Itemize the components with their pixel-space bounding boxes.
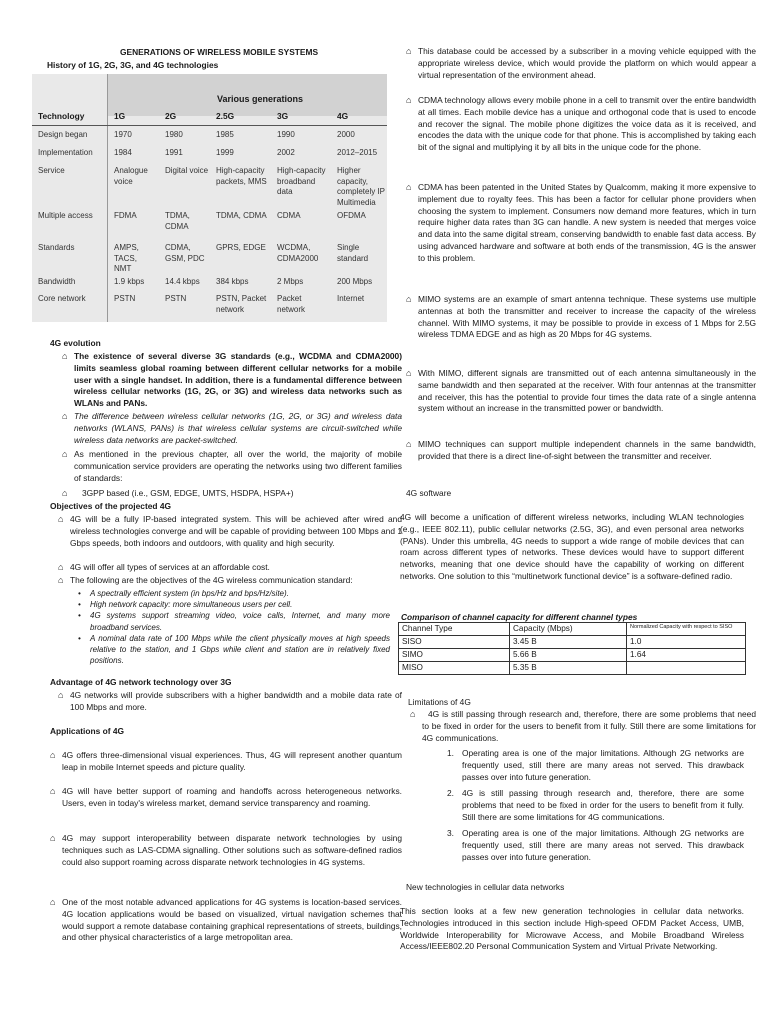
cell: Analogue voice: [114, 166, 148, 186]
cell: WCDMA, CDMA2000: [277, 243, 319, 263]
cell: 2000: [337, 130, 355, 139]
paragraph-text: 4G is still passing through research and, therefore, there are some problems that need to be fixed in order for the users to benefit from it fully. Still there are some limitations for 4G communications.: [422, 709, 756, 743]
heading-new-technologies: New technologies in cellular data networks: [406, 882, 565, 892]
table-row: [399, 649, 746, 662]
paragraph: [50, 897, 402, 944]
header-4g: 4G: [337, 111, 349, 121]
cell: TDMA, CDMA: [216, 211, 267, 220]
paragraph-text: 4G will offer all types of services at an affordable cost.: [70, 562, 270, 572]
row-label: Bandwidth: [38, 277, 76, 286]
header-technology: Technology: [38, 111, 85, 121]
heading-advantage: Advantage of 4G network technology over 3G: [50, 677, 232, 687]
row-label: Implementation: [38, 148, 93, 157]
cell: 1985: [216, 130, 234, 139]
table-header-row: [399, 623, 746, 636]
cell: 3.45 B: [510, 636, 627, 649]
cell: High-capacity broadband data: [277, 166, 326, 196]
bullet-icon: ⌂: [58, 575, 64, 585]
paragraph-text: CDMA has been patented in the United States by Qualcomm, making it more expensive to implement due to royalty fees. This has been a factor for cellular phone providers when choosing the system to implement. Consumers now demand more features, which in turn require higher data rates than 3G can handle. A new system is needed that merges voice and data into the same digital stream, conserving bandwidth to enable fast data access. By using advanced hardware and software at both ends of the transmission, 4G is the answer to this problem.: [418, 182, 756, 263]
bullet-icon: ⌂: [406, 294, 412, 304]
paragraph: [58, 514, 402, 549]
heading-objectives: Objectives of the projected 4G: [50, 501, 172, 511]
bullet-icon: ⌂: [406, 46, 412, 56]
paragraph-text: MIMO techniques can support multiple independent channels in the same bandwidth, provided that there is a direct line-of-sight between the transmitter and receiver.: [418, 439, 756, 461]
cell: CDMA, GSM, PDC: [165, 243, 205, 263]
cell: Internet: [337, 294, 365, 303]
table-row: [399, 636, 746, 649]
cell: CDMA: [277, 211, 301, 220]
paragraph: [406, 294, 756, 341]
cell: 1990: [277, 130, 295, 139]
list-number: 3.: [447, 828, 454, 838]
various-generations-label: Various generations: [217, 94, 304, 104]
limitation-item: 4G is still passing through research and, therefore, there are some problems that need to be fixed in order for the users to benefit from it fully. Still there are some limitations for 4G communications.: [462, 788, 744, 822]
bullet-icon: ⌂: [410, 709, 416, 719]
paragraph-text: 4G offers three-dimensional visual experiences. Thus, 4G will represent another quantum leap in mobile Internet speeds and picture quality.: [62, 750, 402, 772]
cell: AMPS, TACS, NMT: [114, 243, 139, 273]
paragraph: [62, 351, 402, 410]
row-label: Core network: [38, 294, 86, 303]
header-25g: 2.5G: [216, 111, 235, 121]
bullet-icon: ⌂: [62, 449, 68, 459]
heading-limitations: Limitations of 4G: [408, 697, 471, 707]
paragraph-text: 4G will have better support of roaming and handoffs across heterogeneous networks. Users, even in today's wireless market, demand service transparency and roaming.: [62, 786, 402, 808]
cell: 1.64: [627, 649, 746, 662]
cell: PSTN: [165, 294, 187, 303]
cell: 200 Mbps: [337, 277, 373, 286]
cell: 2012–2015: [337, 148, 378, 157]
cell: PSTN: [114, 294, 136, 303]
cell: PSTN, Packet network: [216, 294, 267, 314]
bullet-icon: ⌂: [406, 439, 412, 449]
cell: 1984: [114, 148, 132, 157]
paragraph-text: MIMO systems are an example of smart antenna technique. These systems use multiple antennas at both the transmitter and receiver to increase the capacity of the wireless channel. With MIMO systems, it may be possible to provide in excess of 1 Mbps for 2.5G wireless TDMA EDGE and as high as 20 Mbps for 4G systems.: [418, 294, 756, 340]
page-title: GENERATIONS OF WIRELESS MOBILE SYSTEMS: [120, 47, 319, 57]
paragraph-text: CDMA technology allows every mobile phone in a cell to transmit over the entire bandwidth at all times. Each mobile device has a unique and orthogonal code that is used to encode and recover the signal. The mobile phone digitizes the voice data as it is received, and encodes the data with the unique code for that phone. This is accomplished by taking each bit of the signal and multiplying it by all bits in the unique code for the phone.: [418, 95, 756, 153]
bullet-icon: ⌂: [50, 750, 56, 760]
paragraph: [58, 690, 402, 714]
table-caption: History of 1G, 2G, 3G, and 4G technologies: [47, 60, 219, 70]
header-1g: 1G: [114, 111, 126, 121]
objectives-sublist: [78, 588, 390, 666]
newtech-paragraph: This section looks at a few new generation technologies in cellular data networks. Technologies introduced in this section include High-speed OFDM Packet Access, UMB, Worldwide Interoperability for Microwave Access, and Mobile Broadband Wireless Access/IEEE802.20 Personal Communication System and Virtual Private Networking.: [400, 906, 744, 952]
header-channel-type: Channel Type: [399, 623, 510, 636]
paragraph-text: 4G will be a fully IP-based integrated system. This will be achieved after wired and wireless technologies converge and will be capable of providing between 100 Mbps and 1 Gbps speeds, both indoors and outdoors, with quality and high security.: [70, 514, 402, 548]
list-item: • 4G systems support streaming video, voice calls, Internet, and many more broadband services.: [78, 611, 390, 632]
paragraph: [406, 46, 756, 81]
bullet-icon: ⌂: [50, 786, 56, 796]
paragraph: [50, 750, 402, 774]
paragraph-text: 4G networks will provide subscribers with a higher bandwidth and a mobile data rate of 100 Mbps and more.: [70, 690, 402, 712]
cell: OFDMA: [337, 211, 366, 220]
paragraph: [406, 368, 756, 415]
header-capacity: Capacity (Mbps): [510, 623, 627, 636]
paragraph-text: This database could be accessed by a subscriber in a moving vehicle equipped with the appropriate wireless device, which would provide the platform on which would appear a virtual representation of the environment ahead.: [418, 46, 756, 80]
list-number: 2.: [447, 788, 454, 798]
table-divider: [107, 74, 108, 322]
cell: 14.4 kbps: [165, 277, 200, 286]
list-number: 1.: [447, 748, 454, 758]
paragraph-text: As mentioned in the previous chapter, all over the world, the majority of mobile communication service providers are operating the networks using two different families of standards:: [74, 449, 402, 483]
cell: TDMA, CDMA: [165, 211, 190, 231]
paragraph: [406, 95, 756, 154]
bullet-icon: ⌂: [50, 833, 56, 843]
paragraph: [62, 449, 402, 484]
row-label: Multiple access: [38, 211, 93, 220]
paragraph: [406, 182, 756, 265]
heading-4g-software: 4G software: [406, 488, 452, 498]
cell: 5.66 B: [510, 649, 627, 662]
bullet-icon: ⌂: [406, 182, 412, 192]
bullet-icon: ⌂: [50, 897, 56, 907]
paragraph: [410, 709, 756, 744]
bullet-icon: ⌂: [58, 690, 64, 700]
cell: 1980: [165, 130, 183, 139]
cell: MISO: [399, 662, 510, 675]
cell: 5.35 B: [510, 662, 627, 675]
bullet-icon: ⌂: [406, 368, 412, 378]
paragraph-text: With MIMO, different signals are transmitted out of each antenna simultaneously in the same bandwidth and then separated at the receiver. With four antennas at the transmitter and receiver, this has the potential to provide four times the data rate of a single antenna system without an increase in the transmitted power or bandwidth.: [418, 368, 756, 414]
cell: FDMA: [114, 211, 137, 220]
paragraph: [50, 786, 402, 810]
cell: Higher capacity, completely IP Multimedia: [337, 166, 385, 207]
cell: 1.0: [627, 636, 746, 649]
paragraph: [58, 575, 402, 587]
row-label: Standards: [38, 243, 75, 252]
paragraph: [406, 439, 756, 463]
paragraph: [62, 411, 402, 446]
bullet-icon: ⌂: [62, 411, 68, 421]
header-2g: 2G: [165, 111, 177, 121]
capacity-table: [398, 622, 746, 675]
cell: 2 Mbps: [277, 277, 304, 286]
heading-4g-evolution: 4G evolution: [50, 338, 101, 348]
paragraph-text: The difference between wireless cellular networks (1G, 2G, or 3G) and wireless data networks (WLANS, PANs) is that wireless cellular systems are circuit-switched while wireless data networks are packet-switched.: [74, 411, 402, 445]
bullet-icon: ⌂: [58, 514, 64, 524]
bullet-icon: ⌂: [406, 95, 412, 105]
paragraph: [58, 562, 402, 574]
row-label: Design began: [38, 130, 88, 139]
paragraph-text: One of the most notable advanced applications for 4G systems is location-based services. 4G location applications would be based on visualized, virtual navigation schemes that would support a remote database containing graphical representations of streets, buildings, and other physical characteristics of a large metropolitan area.: [62, 897, 402, 943]
bullet-icon: ⌂: [62, 351, 68, 361]
cell: GPRS, EDGE: [216, 243, 266, 252]
paragraph-text: 4G may support interoperability between disparate network technologies by using techniques such as LAS-CDMA signalling. Other solutions such as software-defined radios could also support roaming across disparate network technologies in 4G systems.: [62, 833, 402, 867]
cell: SIMO: [399, 649, 510, 662]
capacity-caption: Comparison of channel capacity for different channel types: [401, 612, 638, 622]
cell: [627, 662, 746, 675]
paragraph-text: The following are the objectives of the 4G wireless communication standard:: [70, 575, 353, 585]
cell: 1970: [114, 130, 132, 139]
cell: SISO: [399, 636, 510, 649]
bullet-icon: ⌂: [58, 562, 64, 572]
cell: Digital voice: [165, 166, 209, 175]
header-normalized: Normalized Capacity with respect to SISO: [627, 623, 746, 636]
cell: 384 kbps: [216, 277, 249, 286]
bullet-icon: ⌂: [62, 488, 68, 498]
cell: Packet network: [277, 294, 306, 314]
list-item: • A nominal data rate of 100 Mbps while the client physically moves at high speeds relative to the station, and 1 Gbps while client and station are in relatively fixed positions.: [78, 633, 390, 666]
table-rule: [32, 125, 387, 126]
cell: 1.9 kbps: [114, 277, 145, 286]
paragraph: [50, 833, 402, 868]
list-item: • A spectrally efficient system (in bps/Hz and bps/Hz/site).: [78, 589, 289, 598]
list-item: • High network capacity: more simultaneous users per cell.: [78, 600, 293, 610]
software-paragraph: 4G will become a unification of different wireless networks, including WLAN technologies (e.g., IEEE 802.11), public cellular networks (2.5G, 3G), and even personal area networks (PANs). Under this umbrella, 4G needs to support a wide range of mobile devices that can roam across different types of networks. These devices would have to support different networks, meaning that one device should have the capability of working on different networks. One solution to this “multinetwork functional device” is a software-defined radio.: [400, 512, 744, 581]
cell: Single standard: [337, 243, 369, 263]
paragraph-text: The existence of several diverse 3G standards (e.g., WCDMA and CDMA2000) limits seamless global roaming between different cellular networks for a mobile user with a single handset. In addition, there is a fundamental difference between wireless cellular networks (1G, 2G, or 3G) and wireless data networks such as WLANs and PANs.: [74, 351, 402, 409]
header-3g: 3G: [277, 111, 289, 121]
cell: 1991: [165, 148, 183, 157]
limitation-item: Operating area is one of the major limitations. Although 2G networks are frequently used, still there are many areas not served. This drawback passes over into future generation.: [462, 828, 744, 862]
cell: 2002: [277, 148, 295, 157]
paragraph: [62, 488, 402, 500]
cell: High-capacity packets, MMS: [216, 166, 267, 186]
cell: 1999: [216, 148, 234, 157]
table-row: [399, 662, 746, 675]
limitation-item: Operating area is one of the major limitations. Although 2G networks are frequently used, still there are many areas not served. This drawback passes over into future generation.: [462, 748, 744, 782]
paragraph-text: 3GPP based (i.e., GSM, EDGE, UMTS, HSDPA, HSPA+): [82, 488, 294, 498]
generations-table: [32, 74, 387, 322]
row-label: Service: [38, 166, 65, 175]
heading-applications: Applications of 4G: [50, 726, 124, 736]
